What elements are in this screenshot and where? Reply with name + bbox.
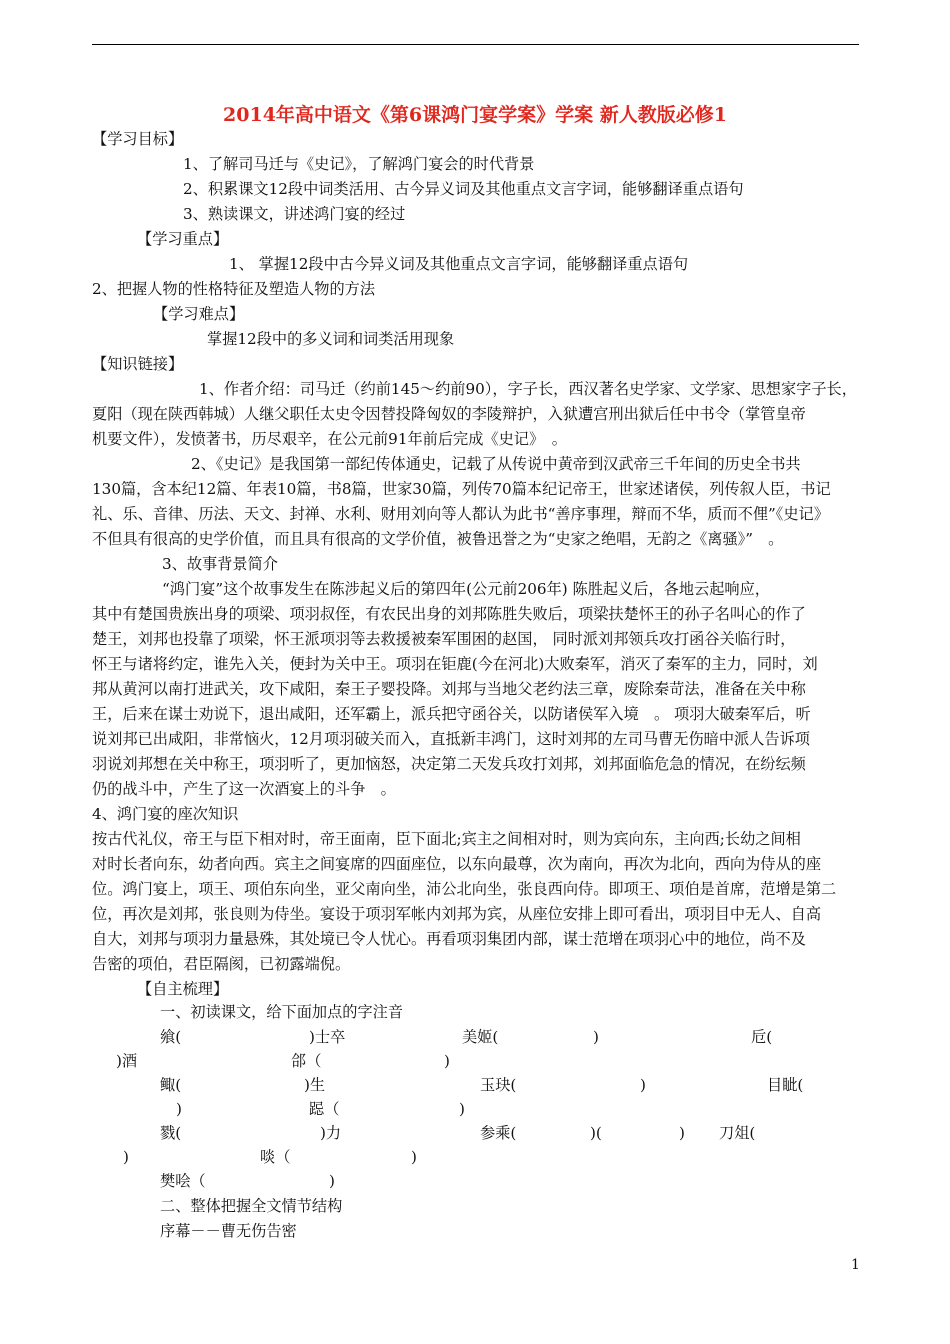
pinyin-item: 目眦( [767,1076,804,1094]
key-point-2: 2、把握人物的性格特征及塑造人物的方法 [92,280,376,298]
knowledge-para-line: 1、作者介绍：司马迁（约前145～约前90），字子长，西汉著名史学家、文学家、思想家字子长， [199,380,857,398]
heading-difficulties: 【学习难点】 [153,305,245,323]
knowledge-para-line: 不但具有很高的史学价值，而且具有很高的文学价值，被鲁迅誉之为“史家之绝唱，无韵之《离骚》” 。 [92,530,784,548]
background-para-line: 仍的战斗中，产生了这一次酒宴上的斗争 。 [92,780,396,798]
task-1-instruction: 一、初读课文，给下面加点的字注音 [160,1003,403,1021]
pinyin-item: 跽（ [309,1100,340,1118]
seating-para-line: 对时长者向东，幼者向西。宾主之间宴席的四面座位，以东向最尊，次为南向，再次为北向，西向为侍从的座 [92,855,821,873]
heading-key-points: 【学习重点】 [137,230,229,248]
knowledge-para-line: 2、《史记》是我国第一部纪传体通史，记载了从传说中黄帝到汉武帝三千年间的历史全书共 [191,455,801,473]
pinyin-item: ) [176,1100,182,1118]
difficulty-item: 掌握12段中的多义词和词类活用现象 [207,330,455,348]
heading-knowledge-links: 【知识链接】 [92,355,184,373]
seating-para-line: 自大，刘邦与项羽力量悬殊，其处境已令人忧心。再看项羽集团内部，谋士范增在项羽心中的地位，尚不及 [92,930,806,948]
pinyin-item: )士卒 [309,1028,346,1046]
seating-para-line: 位，再次是刘邦，张良则为侍坐。宴设于项羽军帐内刘邦为宾，从座位安排上即可看出，项羽目中无人、自高 [92,905,821,923]
pinyin-item: 鲰( [160,1076,182,1094]
key-point-1: 1、 掌握12段中古今异义词及其他重点文言字词，能够翻译重点语句 [229,255,689,273]
seating-heading: 4、鸿门宴的座次知识 [92,805,239,823]
task-2-instruction: 二、整体把握全文情节结构 [160,1197,343,1215]
goal-item-2: 2、积累课文12段中词类活用、古今异义词及其他重点文言字词，能够翻译重点语句 [183,180,744,198]
pinyin-item: )酒 [116,1052,138,1070]
pinyin-item: ) [593,1028,599,1046]
background-heading: 3、故事背景简介 [162,555,278,573]
pinyin-item: 戮( [160,1124,182,1142]
background-para-line: 其中有楚国贵族出身的项梁、项羽叔侄，有农民出身的刘邦陈胜失败后，项梁扶楚怀王的孙子名叫心的作了 [92,605,806,623]
pinyin-item: ) [411,1148,417,1166]
knowledge-para-line: 夏阳（现在陕西韩城）人继父职任太史令因替投降匈奴的李陵辩护，入狱遭宫刑出狱后任中书令（掌管皇帝 [92,405,806,423]
background-para-line: “鸿门宴”这个故事发生在陈涉起义后的第四年(公元前206年) 陈胜起义后，各地云起响应， [162,580,770,598]
pinyin-item: ) [640,1076,646,1094]
document-title: 2014年高中语文《第6课鸿门宴学案》学案 新人教版必修1 [223,104,727,126]
background-para-line: 王，后来在谋士劝说下，退出咸阳，还军霸上，派兵把守函谷关，以防诸侯军入境 。 项羽大破秦军后，听 [92,705,811,723]
background-para-line: 羽说刘邦想在关中称王，项羽听了，更加恼怒，决定第二天发兵攻打刘邦，刘邦面临危急的情况，在纷纭频 [92,755,806,773]
pinyin-item: 刀俎( [719,1124,756,1142]
pinyin-item: ) [123,1148,129,1166]
background-para-line: 说刘邦已出咸阳，非常恼火，12月项羽破关而入，直抵新丰鸿门，这时刘邦的左司马曹无伤暗中派人告诉项 [92,730,810,748]
knowledge-para-line: 130篇，含本纪12篇、年表10篇，书8篇，世家30篇，列传70篇本纪记帝王，世家述诸侯，列传叙人臣，书记 [92,480,831,498]
pinyin-item: ) [459,1100,465,1118]
page-number: 1 [851,1257,860,1273]
seating-para-line: 按古代礼仪，帝王与臣下相对时，帝王面南，臣下面北;宾主之间相对时，则为宾向东，主向西;长幼之间相 [92,830,801,848]
pinyin-item: 樊哙（ [160,1172,206,1190]
goal-item-1: 1、了解司马迁与《史记》，了解鸿门宴会的时代背景 [183,155,535,173]
header-rule [92,44,859,45]
pinyin-item: )( [590,1124,602,1142]
knowledge-para-line: 礼、乐、音律、历法、天文、封禅、水利、财用刘向等人都认为此书“善序事理，辩而不华，质而不俚”《史记》 [92,505,829,523]
background-para-line: 邦从黄河以南打进武关，攻下咸阳，秦王子婴投降。刘邦与当地父老约法三章，废除秦苛法，准备在关中称 [92,680,806,698]
pinyin-item: 美姬( [462,1028,499,1046]
knowledge-para-line: 机要文件），发愤著书，历尽艰辛，在公元前91年前后完成《史记》 。 [92,430,567,448]
background-para-line: 楚王，刘邦也投靠了项梁，怀王派项羽等去救援被秦军围困的赵国， 同时派刘邦领兵攻打函谷关临行时， [92,630,796,648]
pinyin-item: 郃（ [291,1052,322,1070]
seating-para-line: 告密的项伯，君臣隔阂，已初露端倪。 [92,955,351,973]
pinyin-item: ) [329,1172,335,1190]
plot-prologue: 序幕－－曹无伤告密 [160,1222,297,1240]
pinyin-item: ) [444,1052,450,1070]
heading-learning-goals: 【学习目标】 [92,130,184,148]
pinyin-item: 卮( [751,1028,773,1046]
pinyin-item: 飨( [160,1028,182,1046]
seating-para-line: 位。鸿门宴上，项王、项伯东向坐，亚父南向坐，沛公北向坐，张良西向侍。即项王、项伯是首席，范增是第二 [92,880,837,898]
pinyin-item: 玉玦( [480,1076,517,1094]
goal-item-3: 3、熟读课文，讲述鸿门宴的经过 [183,205,406,223]
pinyin-item: 啖（ [260,1148,291,1166]
pinyin-item: )力 [320,1124,342,1142]
pinyin-item: 参乘( [480,1124,517,1142]
background-para-line: 怀王与诸将约定，谁先入关，便封为关中王。项羽在钜鹿(今在河北)大败秦军，消灭了秦军的主力，同时，刘 [92,655,818,673]
pinyin-item: )生 [304,1076,326,1094]
heading-self-study: 【自主梳理】 [137,980,229,998]
pinyin-item: ) [679,1124,685,1142]
